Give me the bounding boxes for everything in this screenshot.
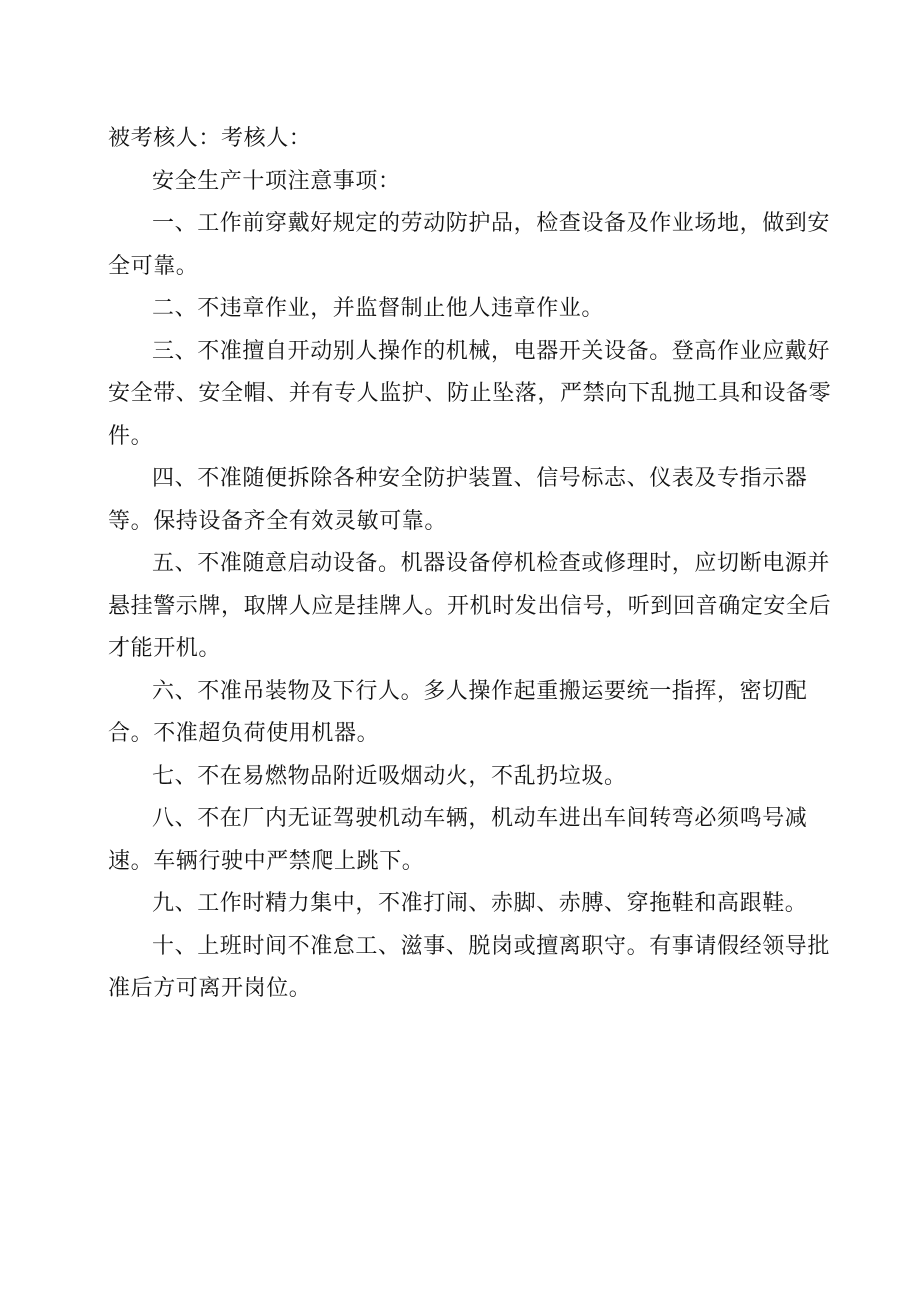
rule-item-8: 八、不在厂内无证驾驶机动车辆，机动车进出车间转弯必须鸣号减速。车辆行驶中严禁爬上跳下。 [108, 806, 808, 874]
rule-item-10: 十、上班时间不准怠工、滋事、脱岗或擅离职守。有事请假经领导批准后方可离开岗位。 [108, 933, 831, 1001]
section-heading: 安全生产十项注意事项： [152, 168, 401, 194]
rule-item-1: 一、工作前穿戴好规定的劳动防护品，检查设备及作业场地，做到安全可靠。 [108, 211, 831, 279]
document-body [108, 118, 832, 1011]
rule-item-5: 五、不准随意启动设备。机器设备停机检查或修理时，应切断电源并悬挂警示牌，取牌人应是挂牌人。开机时发出信号，听到回音确定安全后才能开机。 [108, 551, 832, 661]
rule-item-4: 四、不准随便拆除各种安全防护装置、信号标志、仪表及专指示器等。保持设备齐全有效灵敏可靠。 [108, 466, 808, 534]
reviewer-line: 被考核人：考核人： [108, 126, 312, 151]
rule-item-2: 二、不违章作业，并监督制止他人违章作业。 [152, 296, 605, 321]
rule-item-7: 七、不在易燃物品附近吸烟动火，不乱扔垃圾。 [152, 763, 627, 789]
rule-item-9: 九、工作时精力集中，不准打闹、赤脚、赤膊、穿拖鞋和高跟鞋。 [152, 891, 808, 916]
rule-item-6: 六、不准吊装物及下行人。多人操作起重搬运要统一指挥，密切配合。不准超负荷使用机器。 [108, 678, 808, 746]
rule-item-3: 三、不准擅自开动别人操作的机械，电器开关设备。登高作业应戴好安全带、安全帽、并有专人监护、防止坠落，严禁向下乱抛工具和设备零件。 [108, 338, 832, 449]
